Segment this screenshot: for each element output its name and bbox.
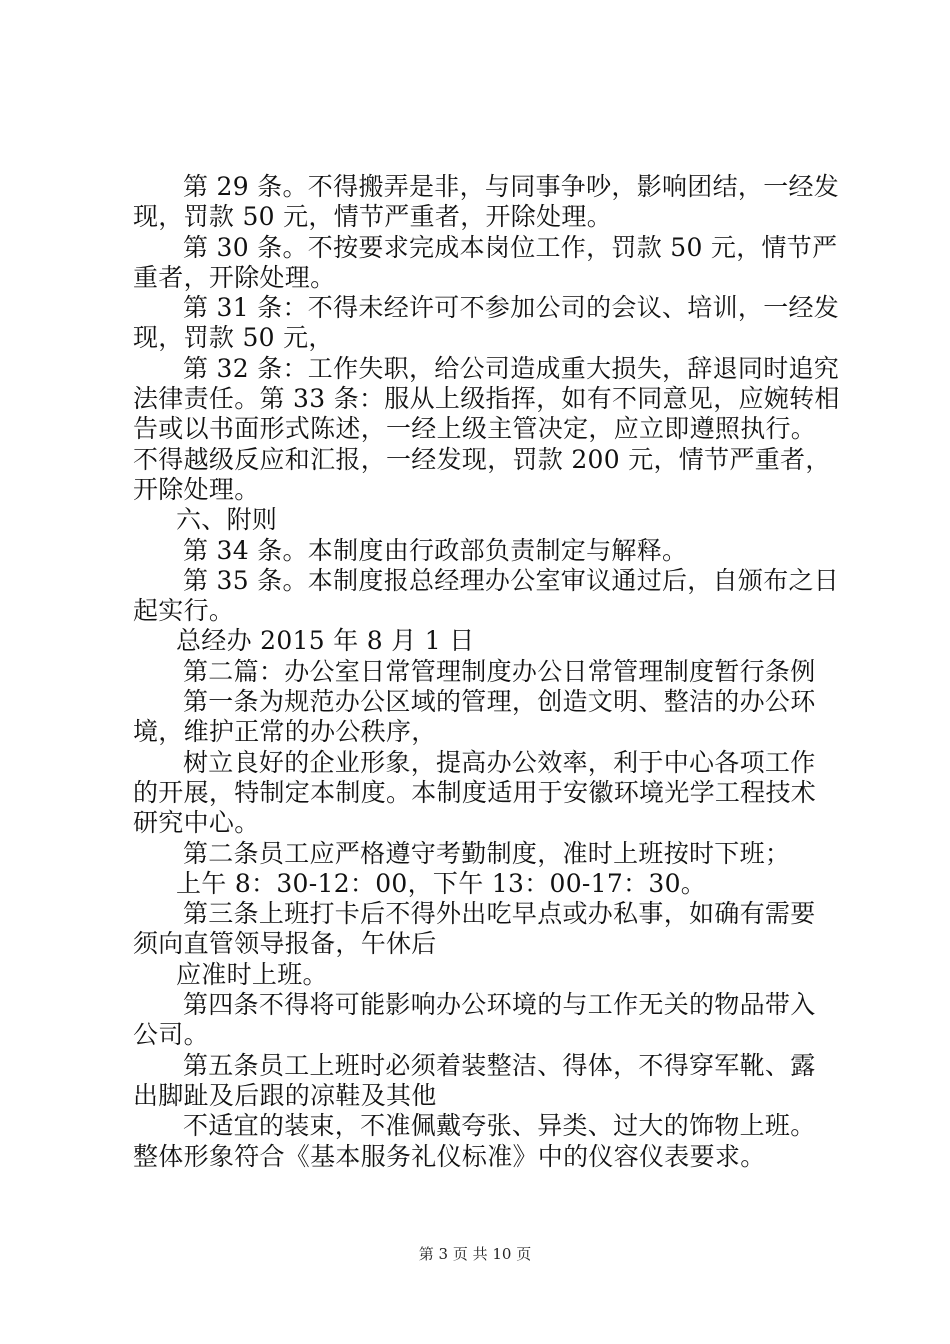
paragraph-line: 第四条不得将可能影响办公环境的与工作无关的物品带入: [183, 990, 816, 1020]
paragraph-line: 法律责任。第 33 条：服从上级指挥，如有不同意见，应婉转相: [133, 384, 840, 414]
chapter-heading: 第二篇：办公室日常管理制度办公日常管理制度暂行条例: [183, 656, 816, 686]
paragraph-line: 上午 8：30-12：00，下午 13：00-17：30。: [176, 868, 707, 898]
paragraph-line: 起实行。: [133, 596, 235, 626]
paragraph-line: 第五条员工上班时必须着装整洁、得体，不得穿军靴、露: [183, 1050, 816, 1080]
paragraph-line: 第 35 条。本制度报总经理办公室审议通过后，自颁布之日: [183, 565, 840, 595]
paragraph-line: 研究中心。: [133, 808, 260, 838]
paragraph-line: 整体形象符合《基本服务礼仪标准》中的仪容仪表要求。: [133, 1141, 766, 1171]
page-number-footer: 第 3 页 共 10 页: [418, 1245, 532, 1263]
paragraph-line: 不适宜的装束，不准佩戴夸张、异类、过大的饰物上班。: [183, 1111, 816, 1141]
paragraph-line: 的开展，特制定本制度。本制度适用于安徽环境光学工程技术: [133, 777, 817, 807]
paragraph-line: 第三条上班打卡后不得外出吃早点或办私事，如确有需要: [183, 899, 816, 929]
paragraph-line: 第 32 条：工作失职，给公司造成重大损失，辞退同时追究: [183, 353, 840, 383]
paragraph-line: 公司。: [133, 1020, 209, 1050]
section-heading: 六、附则: [176, 505, 278, 535]
paragraph-line: 重者，开除处理。: [133, 262, 336, 292]
paragraph-line: 出脚趾及后跟的凉鞋及其他: [133, 1080, 437, 1110]
paragraph-line: 第 31 条：不得未经许可不参加公司的会议、培训，一经发: [183, 293, 840, 323]
paragraph-line: 现，罚款 50 元，情节严重者，开除处理。: [133, 202, 613, 232]
document-body: [133, 172, 840, 1172]
paragraph-line: 现，罚款 50 元，: [133, 323, 334, 353]
paragraph-line: 第 29 条。不得搬弄是非，与同事争吵，影响团结，一经发: [183, 172, 840, 201]
paragraph-line: 告或以书面形式陈述，一经上级主管决定，应立即遵照执行。: [133, 414, 817, 444]
paragraph-line: 第二条员工应严格遵守考勤制度，准时上班按时下班；: [183, 838, 791, 868]
paragraph-line: 树立良好的企业形象，提高办公效率，利于中心各项工作: [183, 747, 816, 777]
paragraph-line: 第一条为规范办公区域的管理，创造文明、整洁的办公环: [183, 687, 816, 717]
paragraph-line: 应准时上班。: [176, 959, 328, 989]
paragraph-line: 第 34 条。本制度由行政部负责制定与解释。: [183, 535, 688, 565]
paragraph-line: 须向直管领导报备，午休后: [133, 929, 437, 959]
paragraph-line: 开除处理。: [133, 474, 260, 504]
date-line: 总经办 2015 年 8 月 1 日: [176, 626, 475, 656]
paragraph-line: 境，维护正常的办公秩序，: [133, 717, 437, 747]
paragraph-line: 第 30 条。不按要求完成本岗位工作，罚款 50 元，情节严: [183, 232, 838, 262]
paragraph-line: 不得越级反应和汇报，一经发现，罚款 200 元，情节严重者，: [133, 444, 831, 474]
